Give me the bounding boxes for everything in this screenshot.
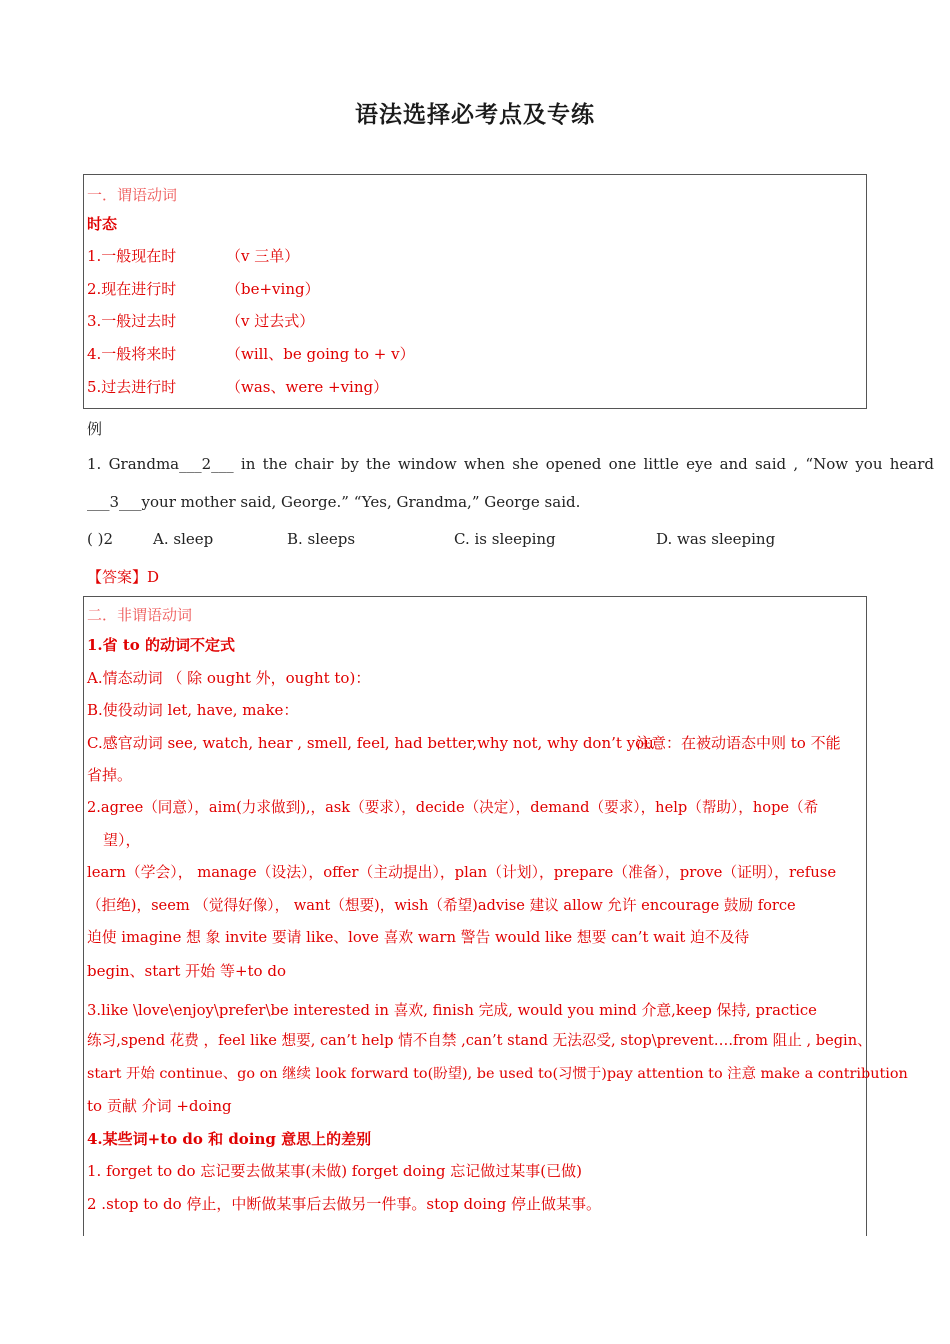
answer: 【答案】D [87, 568, 160, 586]
point-3-line: 3.like \love\enjoy\prefer\be interested in 喜欢, finish 完成, would you mind 介意,keep 保持, practice [87, 1002, 817, 1019]
point-1-b: B.使役动词 let, have, make： [87, 701, 299, 719]
tense-name: 4.一般将来时 [87, 345, 177, 363]
tense-form: （was、were +ving） [226, 378, 389, 396]
option-d: D. was sleeping [656, 530, 776, 548]
question-line-2: ___3___your mother said, George.” “Yes, Grandma,” George said. [87, 493, 581, 511]
point-2-line: （拒绝)，seem （觉得好像）， want（想要)，wish（希望)advise 建议 allow 允许 encourage 鼓励 force [87, 897, 796, 914]
point-3-line: 练习,spend 花费 ，feel like 想要, can’t help 情不自禁 ,can’t stand 无法忍受, stop\prevent….from 阻止 , begin、 [87, 1032, 872, 1049]
point-3-line: to 贡献 介词 +doing [87, 1097, 232, 1115]
tense-form: （be+ving） [226, 280, 320, 298]
point-4-title: 4.某些词+to do 和 doing 意思上的差别 [87, 1130, 372, 1148]
question-line-1: 1. Grandma___2___ in the chair by the window when she opened one little eye and said , “Now you heard [87, 455, 935, 473]
tense-name: 3.一般过去时 [87, 312, 177, 330]
section-heading: 一．谓语动词 [87, 186, 178, 204]
point-1-a: A.情态动词 （ 除 ought 外，ought to)： [87, 669, 371, 687]
point-2-line: learn（学会）， manage（设法），offer（主动提出），plan（计划），prepare（准备），prove（证明），refuse [87, 864, 837, 881]
section-subheading: 时态 [87, 215, 118, 233]
tense-name: 1.一般现在时 [87, 247, 177, 265]
point-2-line: begin、start 开始 等+to do [87, 962, 286, 980]
section-heading: 二．非谓语动词 [87, 606, 193, 624]
point-1-c-cont: 省掉。 [87, 766, 133, 784]
tense-name: 2.现在进行时 [87, 280, 177, 298]
point-1-title: 1.省 to 的动词不定式 [87, 636, 236, 654]
point-4-line: 2 .stop to do 停止，中断做某事后去做另一件事。stop doing 停止做某事。 [87, 1195, 602, 1213]
point-2-line: 迫使 imagine 想 象 invite 要请 like、love 喜欢 warn 警告 would like 想要 can’t wait 迫不及待 [87, 929, 750, 946]
tense-form: （will、be going to + v） [226, 345, 415, 363]
point-1-c: C.感官动词 see, watch, hear , smell, feel, had better,why not, why don’t you [87, 734, 654, 752]
point-2-line: 望）， [103, 831, 141, 849]
tense-form: （v 过去式） [226, 312, 315, 330]
tense-name: 5.过去进行时 [87, 378, 177, 396]
question-bracket: ( )2 [87, 530, 114, 548]
point-1-c-note: 注意：在被动语态中则 to 不能 [636, 734, 841, 752]
option-b: B. sleeps [287, 530, 356, 548]
point-3-line: start 开始 continue、go on 继续 look forward to(盼望), be used to(习惯于)pay attention to 注意 make a contribution [87, 1066, 908, 1082]
point-4-line: 1. forget to do 忘记要去做某事(未做) forget doing 忘记做过某事(已做) [87, 1162, 583, 1180]
option-a: A. sleep [153, 530, 214, 548]
point-2-line: 2.agree（同意），aim(力求做到),，ask（要求），decide（决定），demand（要求），help（帮助），hope（希 [87, 799, 819, 816]
example-label: 例 [87, 420, 103, 438]
option-c: C. is sleeping [454, 530, 556, 548]
section-tense-box [83, 174, 867, 409]
tense-form: （v 三单） [226, 247, 300, 265]
page-title: 语法选择必考点及专练 [355, 101, 595, 128]
